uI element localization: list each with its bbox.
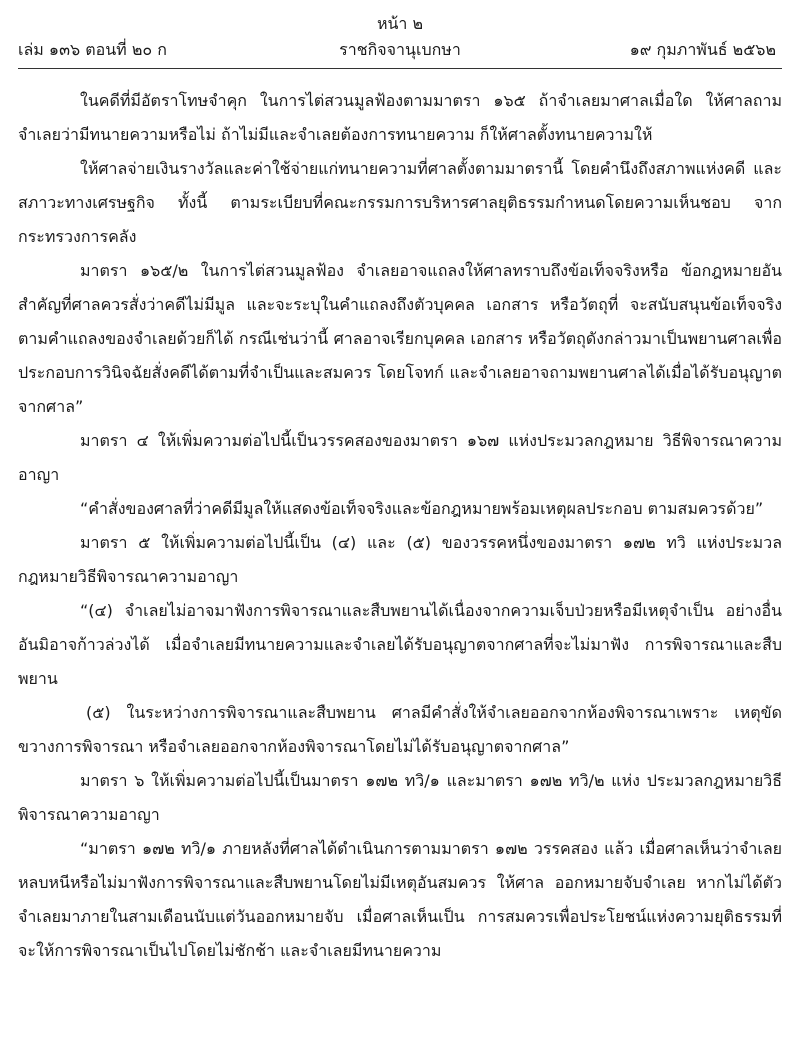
paragraph: มาตรา ๖ ให้เพิ่มความต่อไปนี้เป็นมาตรา ๑๗๒ ทวิ/๑ และมาตรา ๑๗๒ ทวิ/๒ แห่ง ประมวลกฎหมายวิธีพิจารณาความอาญา: [18, 771, 782, 824]
publication-date: ๑๙ กุมภาพันธ์ ๒๕๖๒: [629, 40, 776, 59]
header-divider: [18, 68, 782, 69]
paragraph: มาตรา ๔ ให้เพิ่มความต่อไปนี้เป็นวรรคสองของมาตรา ๑๖๗ แห่งประมวลกฎหมาย วิธีพิจารณาความอาญา: [18, 431, 782, 484]
paragraph: มาตรา ๑๖๕/๒ ในการไต่สวนมูลฟ้อง จำเลยอาจแถลงให้ศาลทราบถึงข้อเท็จจริงหรือ ข้อกฎหมายอันสำคัญที่ศาลควรสั่งว่าคดีไม่มีมูล และจะระบุในคำแถลงถึงตัวบุคคล เอกสาร หรือวัตถุที่ จะสนับสนุนข้อเท็จจริงตามคำแถลงของจำเลยด้วยก็ได้ กรณีเช่นว่านี้ ศาลอาจเรียกบุคคล เอกสาร หรือวัตถุดังกล่าวมาเป็นพยานศาลเพื่อประกอบการวินิจฉัยสั่งคดีได้ตามที่จำเป็นและสมควร โดยโจทก์ และจำเลยอาจถามพยานศาลได้เมื่อได้รับอนุญาตจากศาล”: [18, 261, 782, 416]
paragraph: ในคดีที่มีอัตราโทษจำคุก ในการไต่สวนมูลฟ้องตามมาตรา ๑๖๕ ถ้าจำเลยมาศาลเมื่อใด ให้ศาลถามจำเลยว่ามีทนายความหรือไม่ ถ้าไม่มีและจำเลยต้องการทนายความ ก็ให้ศาลตั้งทนายความให้: [18, 91, 782, 144]
issue-info: เล่ม ๑๓๖ ตอนที่ ๒๐ ก: [18, 40, 167, 59]
publication-title: ราชกิจจานุเบกษา: [339, 40, 461, 59]
paragraph: “คำสั่งของศาลที่ว่าคดีมีมูลให้แสดงข้อเท็จจริงและข้อกฎหมายพร้อมเหตุผลประกอบ ตามสมควรด้วย”: [80, 499, 764, 518]
document-body: [18, 84, 782, 968]
paragraph: มาตรา ๕ ให้เพิ่มความต่อไปนี้เป็น (๔) และ (๕) ของวรรคหนึ่งของมาตรา ๑๗๒ ทวิ แห่งประมวลกฎหมายวิธีพิจารณาความอาญา: [18, 533, 782, 586]
paragraph: (๕) ในระหว่างการพิจารณาและสืบพยาน ศาลมีคำสั่งให้จำเลยออกจากห้องพิจารณาเพราะ เหตุขัดขวางการพิจารณา หรือจำเลยออกจากห้องพิจารณาโดยไม่ได้รับอนุญาตจากศาล”: [18, 703, 782, 756]
page-number: หน้า ๒: [376, 14, 424, 33]
paragraph: “(๔) จำเลยไม่อาจมาฟังการพิจารณาและสืบพยานได้เนื่องจากความเจ็บป่วยหรือมีเหตุจำเป็น อย่างอื่นอันมิอาจก้าวล่วงได้ เมื่อจำเลยมีทนายความและจำเลยได้รับอนุญาตจากศาลที่จะไม่มาฟัง การพิจารณาและสืบพยาน: [18, 601, 782, 688]
paragraph: “มาตรา ๑๗๒ ทวิ/๑ ภายหลังที่ศาลได้ดำเนินการตามมาตรา ๑๗๒ วรรคสอง แล้ว เมื่อศาลเห็นว่าจำเลยหลบหนีหรือไม่มาฟังการพิจารณาและสืบพยานโดยไม่มีเหตุอันสมควร ให้ศาล ออกหมายจับจำเลย หากไม่ได้ตัวจำเลยมาภายในสามเดือนนับแต่วันออกหมายจับ เมื่อศาลเห็นเป็น การสมควรเพื่อประโยชน์แห่งความยุติธรรมที่จะให้การพิจารณาเป็นไปโดยไม่ชักช้า และจำเลยมีทนายความ: [18, 839, 782, 960]
paragraph: ให้ศาลจ่ายเงินรางวัลและค่าใช้จ่ายแก่ทนายความที่ศาลตั้งตามมาตรานี้ โดยคำนึงถึงสภาพแห่งคดี และสภาวะทางเศรษฐกิจ ทั้งนี้ ตามระเบียบที่คณะกรรมการบริหารศาลยุติธรรมกำหนดโดยความเห็นชอบ จากกระทรวงการคลัง: [18, 159, 782, 246]
